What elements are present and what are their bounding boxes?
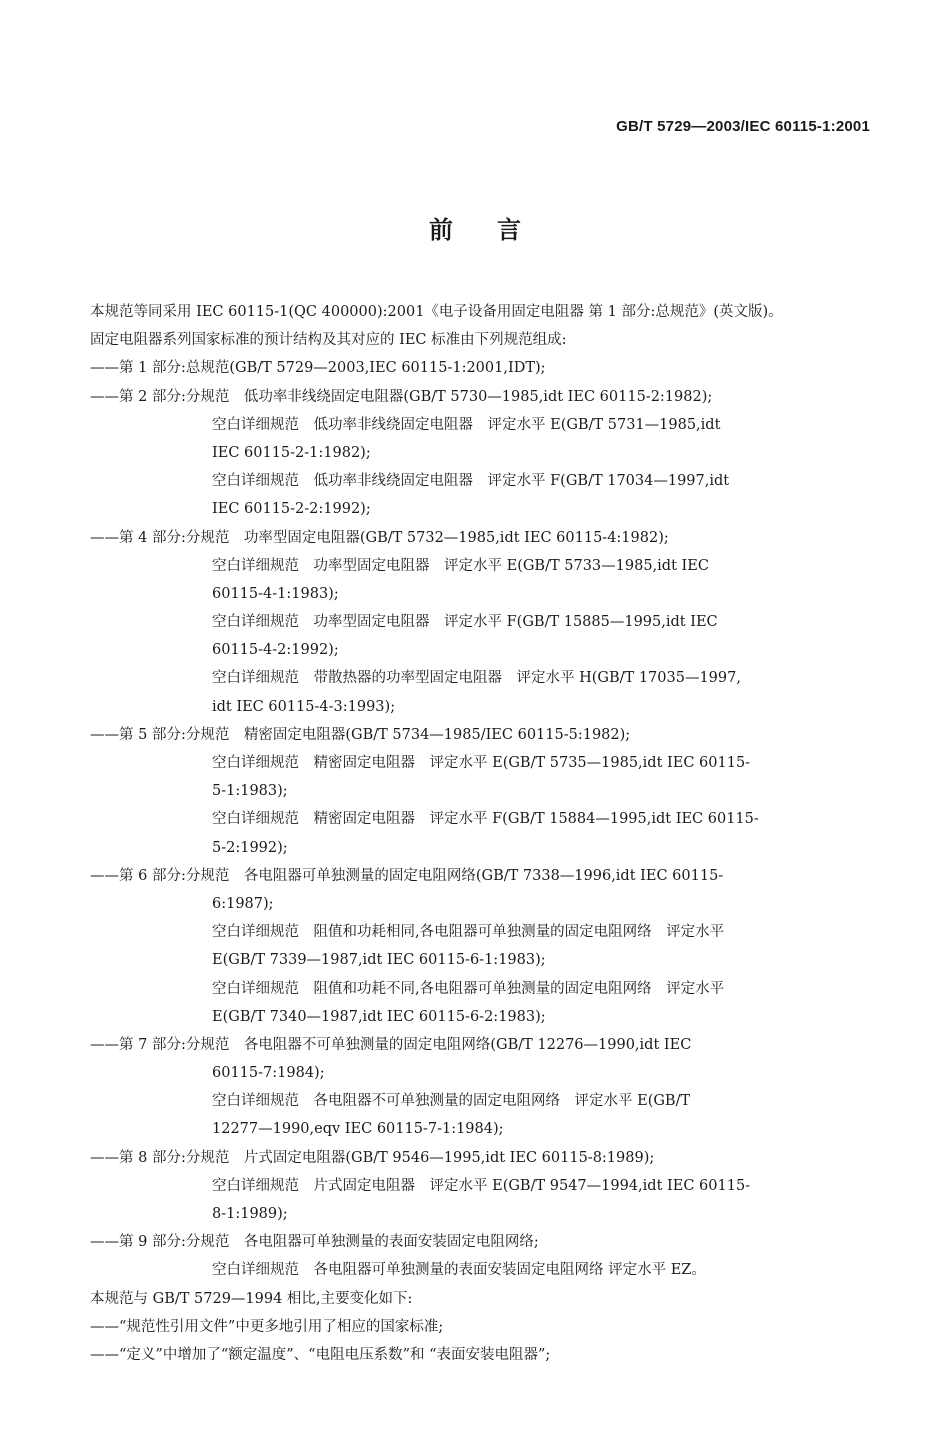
part-2-detail-1b: IEC 60115-2-1:1982); <box>212 444 371 461</box>
standard-code: GB/T 5729—2003/IEC 60115-1:2001 <box>616 118 870 135</box>
part-4-detail-3b: idt IEC 60115-4-3:1993); <box>212 698 396 715</box>
part-1-line: ——第 1 部分:总规范(GB/T 5729—2003,IEC 60115-1:2001,IDT); <box>90 360 546 377</box>
part-8-detail-1b: 8-1:1989); <box>212 1206 288 1222</box>
part-8-detail-1a: 空白详细规范 片式固定电阻器 评定水平 E(GB/T 9547—1994,idt IEC 60115- <box>212 1177 751 1194</box>
part-7-line: ——第 7 部分:分规范 各电阻器不可单独测量的固定电阻网络(GB/T 12276—1990,idt IEC <box>90 1036 692 1053</box>
change-item-1: ——“规范性引用文件”中更多地引用了相应的国家标准; <box>90 1318 444 1335</box>
part-4-line: ——第 4 部分:分规范 功率型固定电阻器(GB/T 5732—1985,idt IEC 60115-4:1982); <box>90 529 669 546</box>
part-7-detail-1b: 12277—1990,eqv IEC 60115-7-1:1984); <box>212 1121 504 1138</box>
part-9-detail-1: 空白详细规范 各电阻器可单独测量的表面安装固定电阻网络 评定水平 EZ。 <box>212 1262 706 1279</box>
part-5-detail-1b: 5-1:1983); <box>212 783 288 800</box>
part-6-detail-2b: E(GB/T 7340—1987,idt IEC 60115-6-2:1983); <box>212 1008 546 1025</box>
part-6-line: ——第 6 部分:分规范 各电阻器可单独测量的固定电阻网络(GB/T 7338—1996,idt IEC 60115- <box>90 867 724 884</box>
part-4-detail-1b: 60115-4-1:1983); <box>212 585 339 602</box>
part-9-line: ——第 9 部分:分规范 各电阻器可单独测量的表面安装固定电阻网络; <box>90 1234 539 1251</box>
part-8-line: ——第 8 部分:分规范 片式固定电阻器(GB/T 9546—1995,idt IEC 60115-8:1989); <box>90 1149 655 1166</box>
part-4-detail-1a: 空白详细规范 功率型固定电阻器 评定水平 E(GB/T 5733—1985,idt IEC <box>212 557 709 574</box>
change-intro-line: 本规范与 GB/T 5729—1994 相比,主要变化如下: <box>90 1290 413 1307</box>
part-5-detail-2b: 5-2:1992); <box>212 839 288 856</box>
part-5-detail-2a: 空白详细规范 精密固定电阻器 评定水平 F(GB/T 15884—1995,idt IEC 60115- <box>212 811 759 828</box>
page-title: 前言 <box>429 216 565 244</box>
part-6-detail-2a: 空白详细规范 阻值和功耗不同,各电阻器可单独测量的固定电阻网络 评定水平 <box>212 980 725 997</box>
foreword-body <box>90 298 880 1369</box>
part-2-detail-2a: 空白详细规范 低功率非线绕固定电阻器 评定水平 F(GB/T 17034—1997,idt <box>212 473 730 490</box>
part-2-line: ——第 2 部分:分规范 低功率非线绕固定电阻器(GB/T 5730—1985,idt IEC 60115-2:1982); <box>90 388 713 405</box>
part-2-detail-1a: 空白详细规范 低功率非线绕固定电阻器 评定水平 E(GB/T 5731—1985,idt <box>212 416 721 433</box>
part-6-detail-1a: 空白详细规范 阻值和功耗相同,各电阻器可单独测量的固定电阻网络 评定水平 <box>212 924 725 941</box>
part-6-line-b: 6:1987); <box>212 895 274 912</box>
change-item-2: ——“定义”中增加了“额定温度”、“电阻电压系数”和 “表面安装电阻器”; <box>90 1346 551 1363</box>
part-6-detail-1b: E(GB/T 7339—1987,idt IEC 60115-6-1:1983); <box>212 952 546 969</box>
part-7-detail-1a: 空白详细规范 各电阻器不可单独测量的固定电阻网络 评定水平 E(GB/T <box>212 1093 691 1110</box>
part-4-detail-2b: 60115-4-2:1992); <box>212 642 339 659</box>
part-2-detail-2b: IEC 60115-2-2:1992); <box>212 501 371 518</box>
part-4-detail-2a: 空白详细规范 功率型固定电阻器 评定水平 F(GB/T 15885—1995,idt IEC <box>212 614 718 631</box>
intro-line-1: 本规范等同采用 IEC 60115-1(QC 400000):2001《电子设备用固定电阻器 第 1 部分:总规范》(英文版)。 <box>90 304 783 320</box>
part-5-detail-1a: 空白详细规范 精密固定电阻器 评定水平 E(GB/T 5735—1985,idt IEC 60115- <box>212 755 751 771</box>
part-4-detail-3a: 空白详细规范 带散热器的功率型固定电阻器 评定水平 H(GB/T 17035—1997, <box>212 670 741 687</box>
intro-line-2: 固定电阻器系列国家标准的预计结构及其对应的 IEC 标准由下列规范组成: <box>90 332 567 349</box>
part-5-line: ——第 5 部分:分规范 精密固定电阻器(GB/T 5734—1985/IEC 60115-5:1982); <box>90 726 631 743</box>
part-7-line-b: 60115-7:1984); <box>212 1065 325 1082</box>
